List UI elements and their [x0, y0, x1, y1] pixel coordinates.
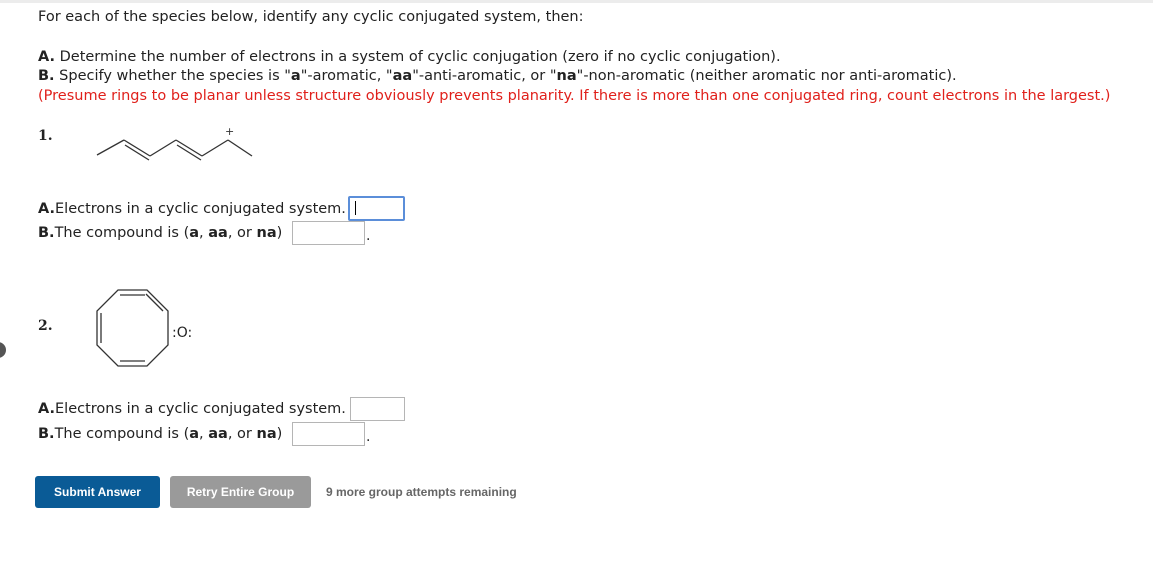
q1-b-na: na: [256, 225, 277, 241]
q2-b-a: a: [189, 426, 200, 442]
part-b-text-4: "-non-aromatic (neither aromatic nor anti-aromatic).: [576, 68, 957, 84]
q1-electrons-input[interactable]: [348, 196, 405, 221]
q2-part-a-line: [38, 400, 346, 418]
part-a-text: Determine the number of electrons in a system of cyclic conjugation (zero if no cyclic conjugation).: [55, 49, 781, 65]
cyclooctatetraene-ring: [97, 290, 168, 366]
part-b-text-1: Specify whether the species is ": [54, 68, 291, 84]
q2-aromaticity-input[interactable]: [292, 422, 365, 446]
q2-b-na: na: [256, 426, 277, 442]
pentadienyl-cation-skeleton: [97, 140, 252, 160]
question-1-number: 1.: [38, 128, 53, 144]
q2-b-sep1: ,: [199, 426, 209, 442]
q1-a-text: Electrons in a cyclic conjugated system.: [55, 201, 346, 217]
instructions-part-b: [38, 67, 957, 85]
part-b-aa: aa: [392, 68, 413, 84]
q2-b-aa: aa: [208, 426, 228, 442]
oxygen-lone-pairs-label: :O:: [172, 325, 193, 341]
q1-b-sep2: , or: [227, 225, 257, 241]
q1-b-label: B.: [38, 225, 55, 241]
q1-b-text-post: ): [276, 225, 283, 241]
text-cursor: [355, 201, 356, 215]
top-border: [0, 0, 1153, 3]
q1-aromaticity-input[interactable]: [292, 221, 365, 245]
q1-b-a: a: [189, 225, 200, 241]
part-a-label: A.: [38, 49, 55, 65]
q1-b-text-pre: The compound is (: [54, 225, 190, 241]
instructions-note: (Presume rings to be planar unless structure obviously prevents planarity. If there is more than one conjugated ring, count electrons in the largest.): [38, 88, 1111, 104]
q2-b-text-pre: The compound is (: [54, 426, 190, 442]
q1-b-sep1: ,: [199, 225, 209, 241]
instructions-intro: For each of the species below, identify any cyclic conjugated system, then:: [38, 9, 584, 25]
q1-b-aa: aa: [208, 225, 228, 241]
q2-period: .: [366, 429, 371, 445]
q2-a-label: A.: [38, 401, 55, 417]
instructions-part-a: [38, 48, 781, 66]
retry-entire-group-button[interactable]: Retry Entire Group: [170, 476, 311, 508]
attempts-remaining-text: 9 more group attempts remaining: [326, 485, 517, 499]
q1-part-a-line: [38, 200, 346, 218]
part-b-label: B.: [38, 68, 55, 84]
part-b-na: na: [556, 68, 577, 84]
q1-period: .: [366, 228, 371, 244]
q2-b-text-post: ): [276, 426, 283, 442]
q1-part-b-line: [38, 224, 282, 242]
part-b-text-3: "-anti-aromatic, or ": [412, 68, 557, 84]
q2-b-sep2: , or: [227, 426, 257, 442]
q2-part-b-line: [38, 425, 282, 443]
submit-answer-button[interactable]: Submit Answer: [35, 476, 160, 508]
q1-a-label: A.: [38, 201, 55, 217]
part-b-a: a: [290, 68, 301, 84]
q2-a-text: Electrons in a cyclic conjugated system.: [55, 401, 346, 417]
q2-b-label: B.: [38, 426, 55, 442]
cation-charge-label: +: [225, 125, 235, 138]
part-b-text-2: "-aromatic, ": [300, 68, 393, 84]
question-2-number: 2.: [38, 318, 53, 334]
q2-electrons-input[interactable]: [350, 397, 405, 421]
side-tab-marker: [0, 342, 6, 358]
